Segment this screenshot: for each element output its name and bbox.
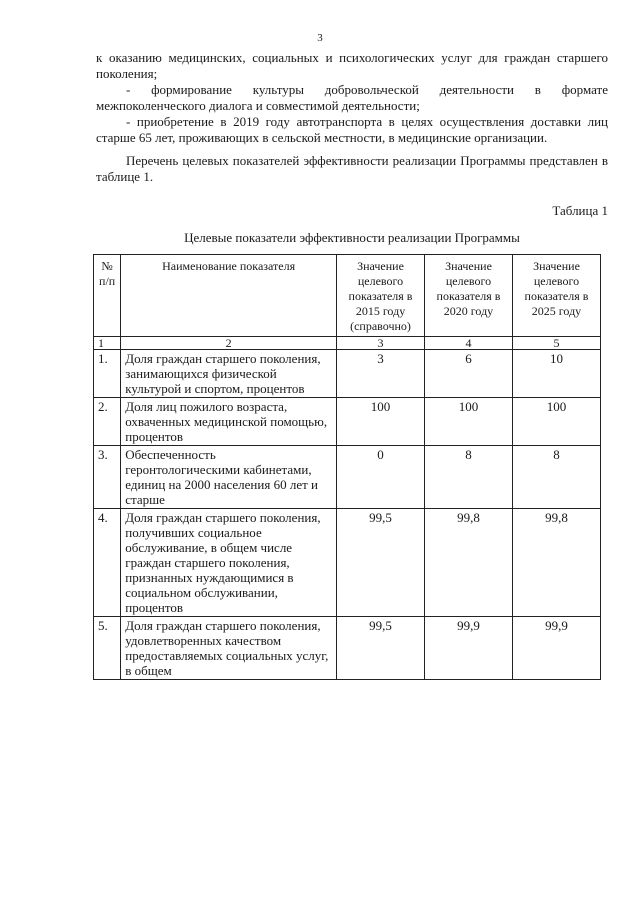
header-number: № п/п	[94, 255, 121, 337]
value-2025: 10	[512, 350, 600, 398]
value-2020: 6	[425, 350, 513, 398]
row-number: 3.	[94, 446, 121, 509]
page-number: 3	[317, 32, 323, 44]
table-row	[94, 509, 601, 617]
value-2015: 0	[337, 446, 425, 509]
value-2025: 99,9	[512, 617, 600, 680]
value-2015: 3	[337, 350, 425, 398]
row-number: 4.	[94, 509, 121, 617]
indicator-name: Доля граждан старшего поколения, занимающихся физической культурой и спортом, процентов	[121, 350, 337, 398]
table-row	[94, 398, 601, 446]
table-caption: Таблица 1	[552, 203, 608, 218]
body-text	[96, 50, 608, 185]
indicator-name: Доля лиц пожилого возраста, охваченных медицинской помощью, процентов	[121, 398, 337, 446]
value-2020: 8	[425, 446, 513, 509]
value-2025: 8	[512, 446, 600, 509]
paragraph-4: Перечень целевых показателей эффективности реализации Программы представлен в таблице 1.	[96, 153, 608, 184]
column-index-4: 4	[425, 337, 513, 350]
row-number: 5.	[94, 617, 121, 680]
value-2015: 100	[337, 398, 425, 446]
header-value-2025: Значение целевого показателя в 2025 году	[512, 255, 600, 337]
table-row	[94, 617, 601, 680]
value-2020: 100	[425, 398, 513, 446]
value-2020: 99,8	[425, 509, 513, 617]
table-title: Целевые показатели эффективности реализации Программы	[184, 230, 520, 245]
paragraph-1: к оказанию медицинских, социальных и психологических услуг для граждан старшего поколения;	[96, 50, 608, 81]
header-value-2015: Значение целевого показателя в 2015 году (справочно)	[337, 255, 425, 337]
indicator-name: Доля граждан старшего поколения, удовлетворенных качеством предоставляемых социальных услуг, в общем	[121, 617, 337, 680]
paragraph-3: - приобретение в 2019 году автотранспорта в целях осуществления доставки лиц старше 65 лет, проживающих в сельской местности, в медицинские организации.	[96, 114, 608, 145]
indicator-name: Обеспеченность геронтологическими кабинетами, единиц на 2000 населения 60 лет и старше	[121, 446, 337, 509]
table-header-row	[94, 255, 601, 337]
column-index-5: 5	[512, 337, 600, 350]
table-row	[94, 446, 601, 509]
value-2015: 99,5	[337, 509, 425, 617]
indicator-name: Доля граждан старшего поколения, получивших социальное обслуживание, в общем числе граждан старшего поколения, признанных нуждающимися в социальном обслуживании, процентов	[121, 509, 337, 617]
column-index-row	[94, 337, 601, 350]
column-index-1: 1	[94, 337, 121, 350]
value-2015: 99,5	[337, 617, 425, 680]
row-number: 2.	[94, 398, 121, 446]
indicators-table	[93, 254, 601, 680]
value-2025: 100	[512, 398, 600, 446]
value-2020: 99,9	[425, 617, 513, 680]
value-2025: 99,8	[512, 509, 600, 617]
row-number: 1.	[94, 350, 121, 398]
column-index-3: 3	[337, 337, 425, 350]
paragraph-2: - формирование культуры добровольческой деятельности в формате межпоколенческого диалога и совместимой деятельности;	[96, 82, 608, 113]
header-indicator-name: Наименование показателя	[121, 255, 337, 337]
column-index-2: 2	[121, 337, 337, 350]
table-row	[94, 350, 601, 398]
header-value-2020: Значение целевого показателя в 2020 году	[425, 255, 513, 337]
